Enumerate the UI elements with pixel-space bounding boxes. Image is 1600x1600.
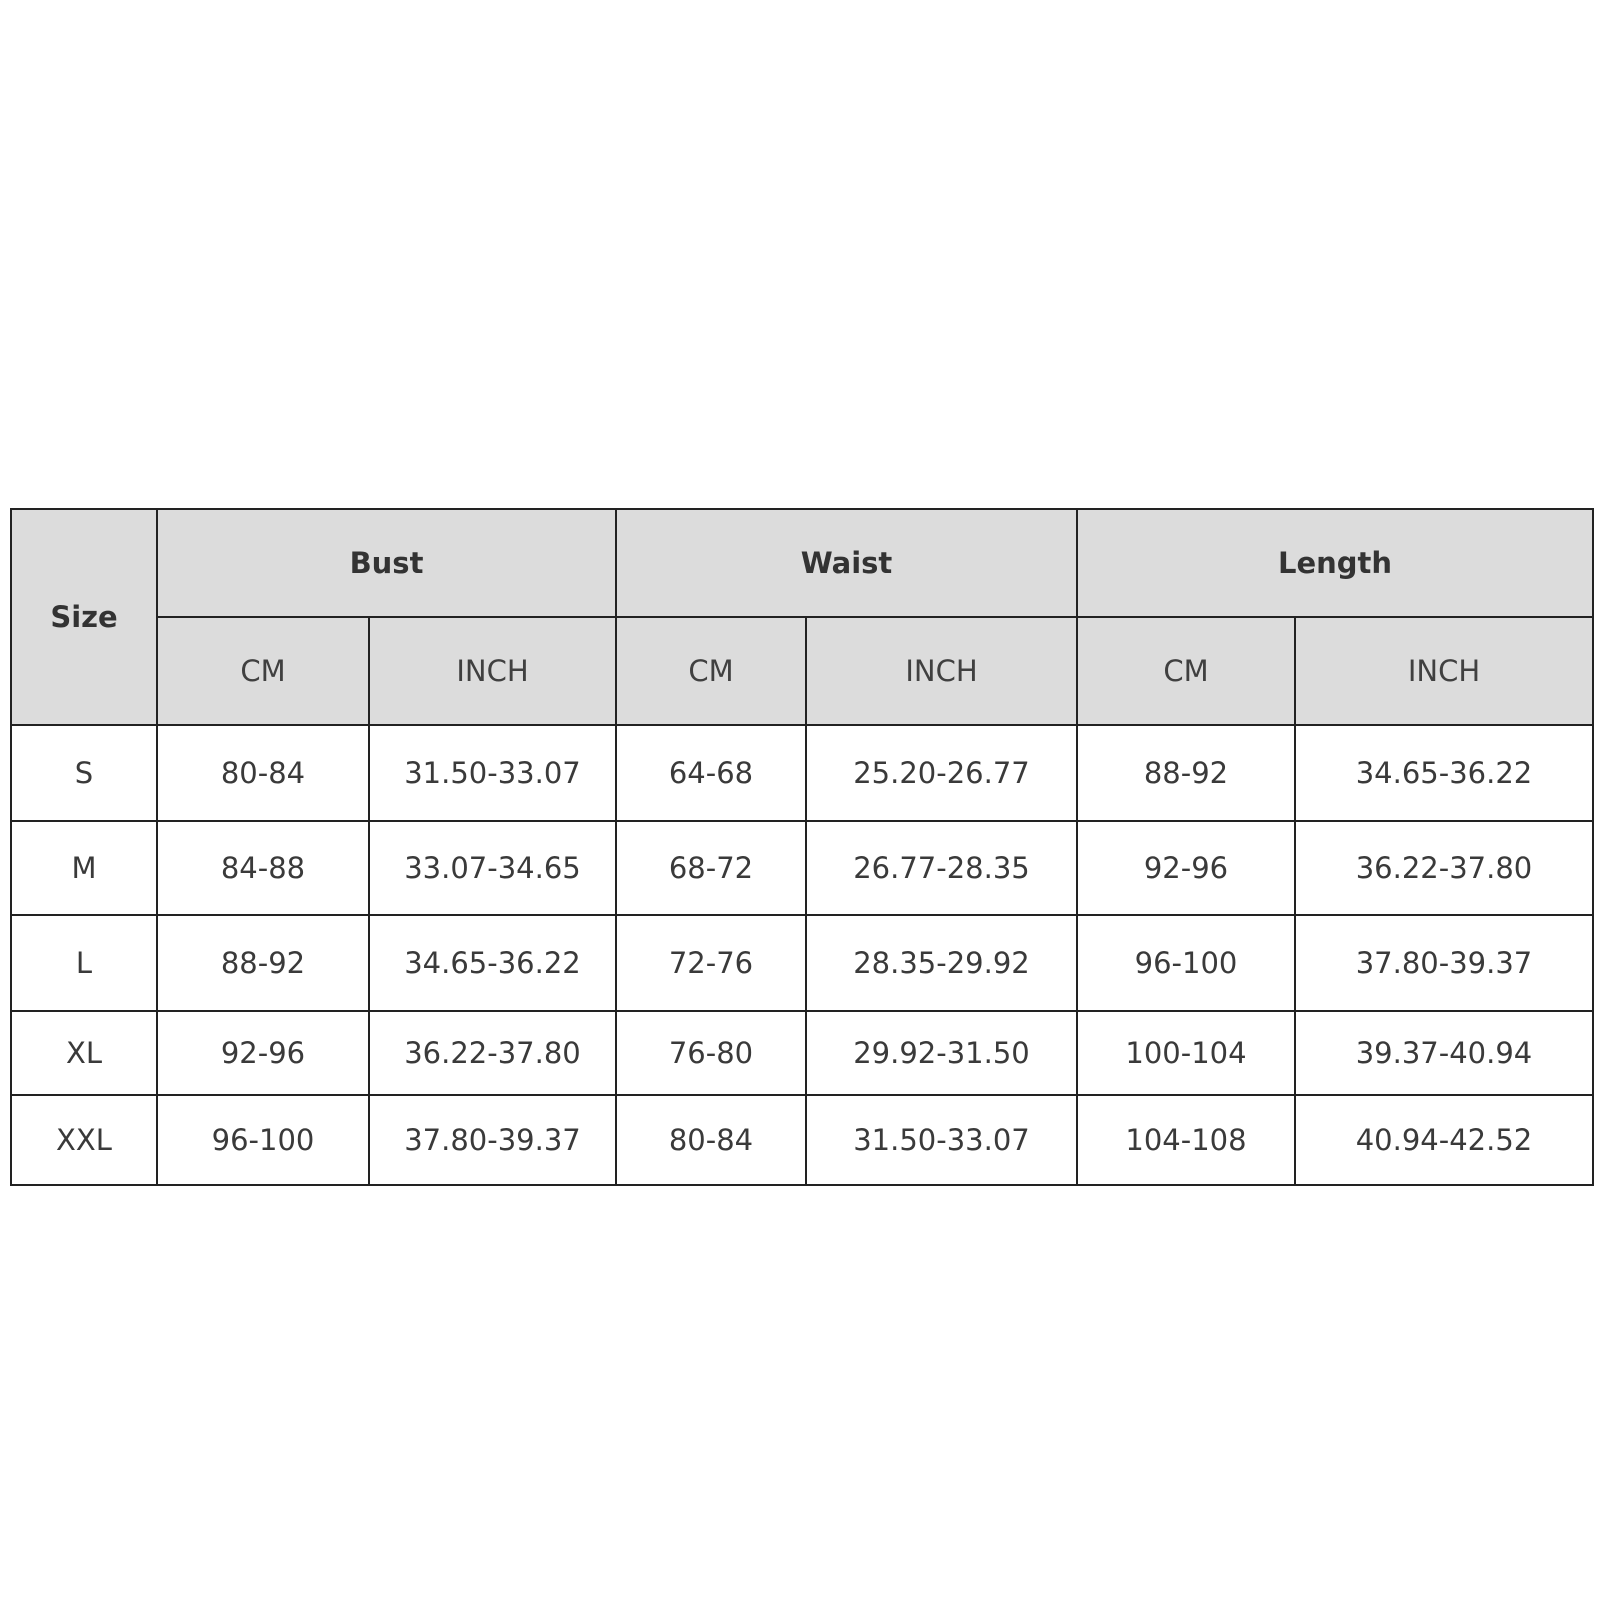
length-inch-cell: 34.65-36.22: [1295, 725, 1593, 821]
length-inch-cell: 39.37-40.94: [1295, 1011, 1593, 1095]
waist-inch-cell: 29.92-31.50: [806, 1011, 1077, 1095]
table-row: [11, 725, 1593, 821]
length-inch-cell: 36.22-37.80: [1295, 821, 1593, 915]
waist-cm-cell: 64-68: [616, 725, 806, 821]
waist-inch-cell: 31.50-33.07: [806, 1095, 1077, 1185]
length-inch-header: INCH: [1295, 617, 1593, 725]
length-cm-cell: 104-108: [1077, 1095, 1295, 1185]
length-cm-cell: 88-92: [1077, 725, 1295, 821]
waist-cm-header: CM: [616, 617, 806, 725]
length-cm-header: CM: [1077, 617, 1295, 725]
waist-inch-header: INCH: [806, 617, 1077, 725]
size-cell: L: [11, 915, 157, 1011]
bust-group-header: Bust: [157, 509, 616, 617]
size-cell: M: [11, 821, 157, 915]
group-header-row: [11, 509, 1593, 617]
bust-inch-cell: 31.50-33.07: [369, 725, 616, 821]
bust-inch-cell: 33.07-34.65: [369, 821, 616, 915]
size-cell: XXL: [11, 1095, 157, 1185]
size-chart-table: [10, 508, 1594, 1186]
waist-cm-cell: 76-80: [616, 1011, 806, 1095]
bust-inch-cell: 34.65-36.22: [369, 915, 616, 1011]
length-cm-cell: 100-104: [1077, 1011, 1295, 1095]
bust-cm-header: CM: [157, 617, 369, 725]
bust-inch-cell: 36.22-37.80: [369, 1011, 616, 1095]
size-cell: XL: [11, 1011, 157, 1095]
bust-cm-cell: 92-96: [157, 1011, 369, 1095]
bust-cm-cell: 88-92: [157, 915, 369, 1011]
bust-inch-cell: 37.80-39.37: [369, 1095, 616, 1185]
table-row: [11, 1095, 1593, 1185]
length-inch-cell: 37.80-39.37: [1295, 915, 1593, 1011]
table-row: [11, 821, 1593, 915]
unit-header-row: [11, 617, 1593, 725]
length-inch-cell: 40.94-42.52: [1295, 1095, 1593, 1185]
waist-cm-cell: 72-76: [616, 915, 806, 1011]
length-cm-cell: 96-100: [1077, 915, 1295, 1011]
waist-inch-cell: 25.20-26.77: [806, 725, 1077, 821]
bust-inch-header: INCH: [369, 617, 616, 725]
size-column-header: Size: [11, 509, 157, 725]
waist-cm-cell: 80-84: [616, 1095, 806, 1185]
length-group-header: Length: [1077, 509, 1593, 617]
table-row: [11, 1011, 1593, 1095]
table-row: [11, 915, 1593, 1011]
bust-cm-cell: 84-88: [157, 821, 369, 915]
length-cm-cell: 92-96: [1077, 821, 1295, 915]
bust-cm-cell: 96-100: [157, 1095, 369, 1185]
waist-group-header: Waist: [616, 509, 1077, 617]
bust-cm-cell: 80-84: [157, 725, 369, 821]
waist-cm-cell: 68-72: [616, 821, 806, 915]
waist-inch-cell: 28.35-29.92: [806, 915, 1077, 1011]
waist-inch-cell: 26.77-28.35: [806, 821, 1077, 915]
size-cell: S: [11, 725, 157, 821]
